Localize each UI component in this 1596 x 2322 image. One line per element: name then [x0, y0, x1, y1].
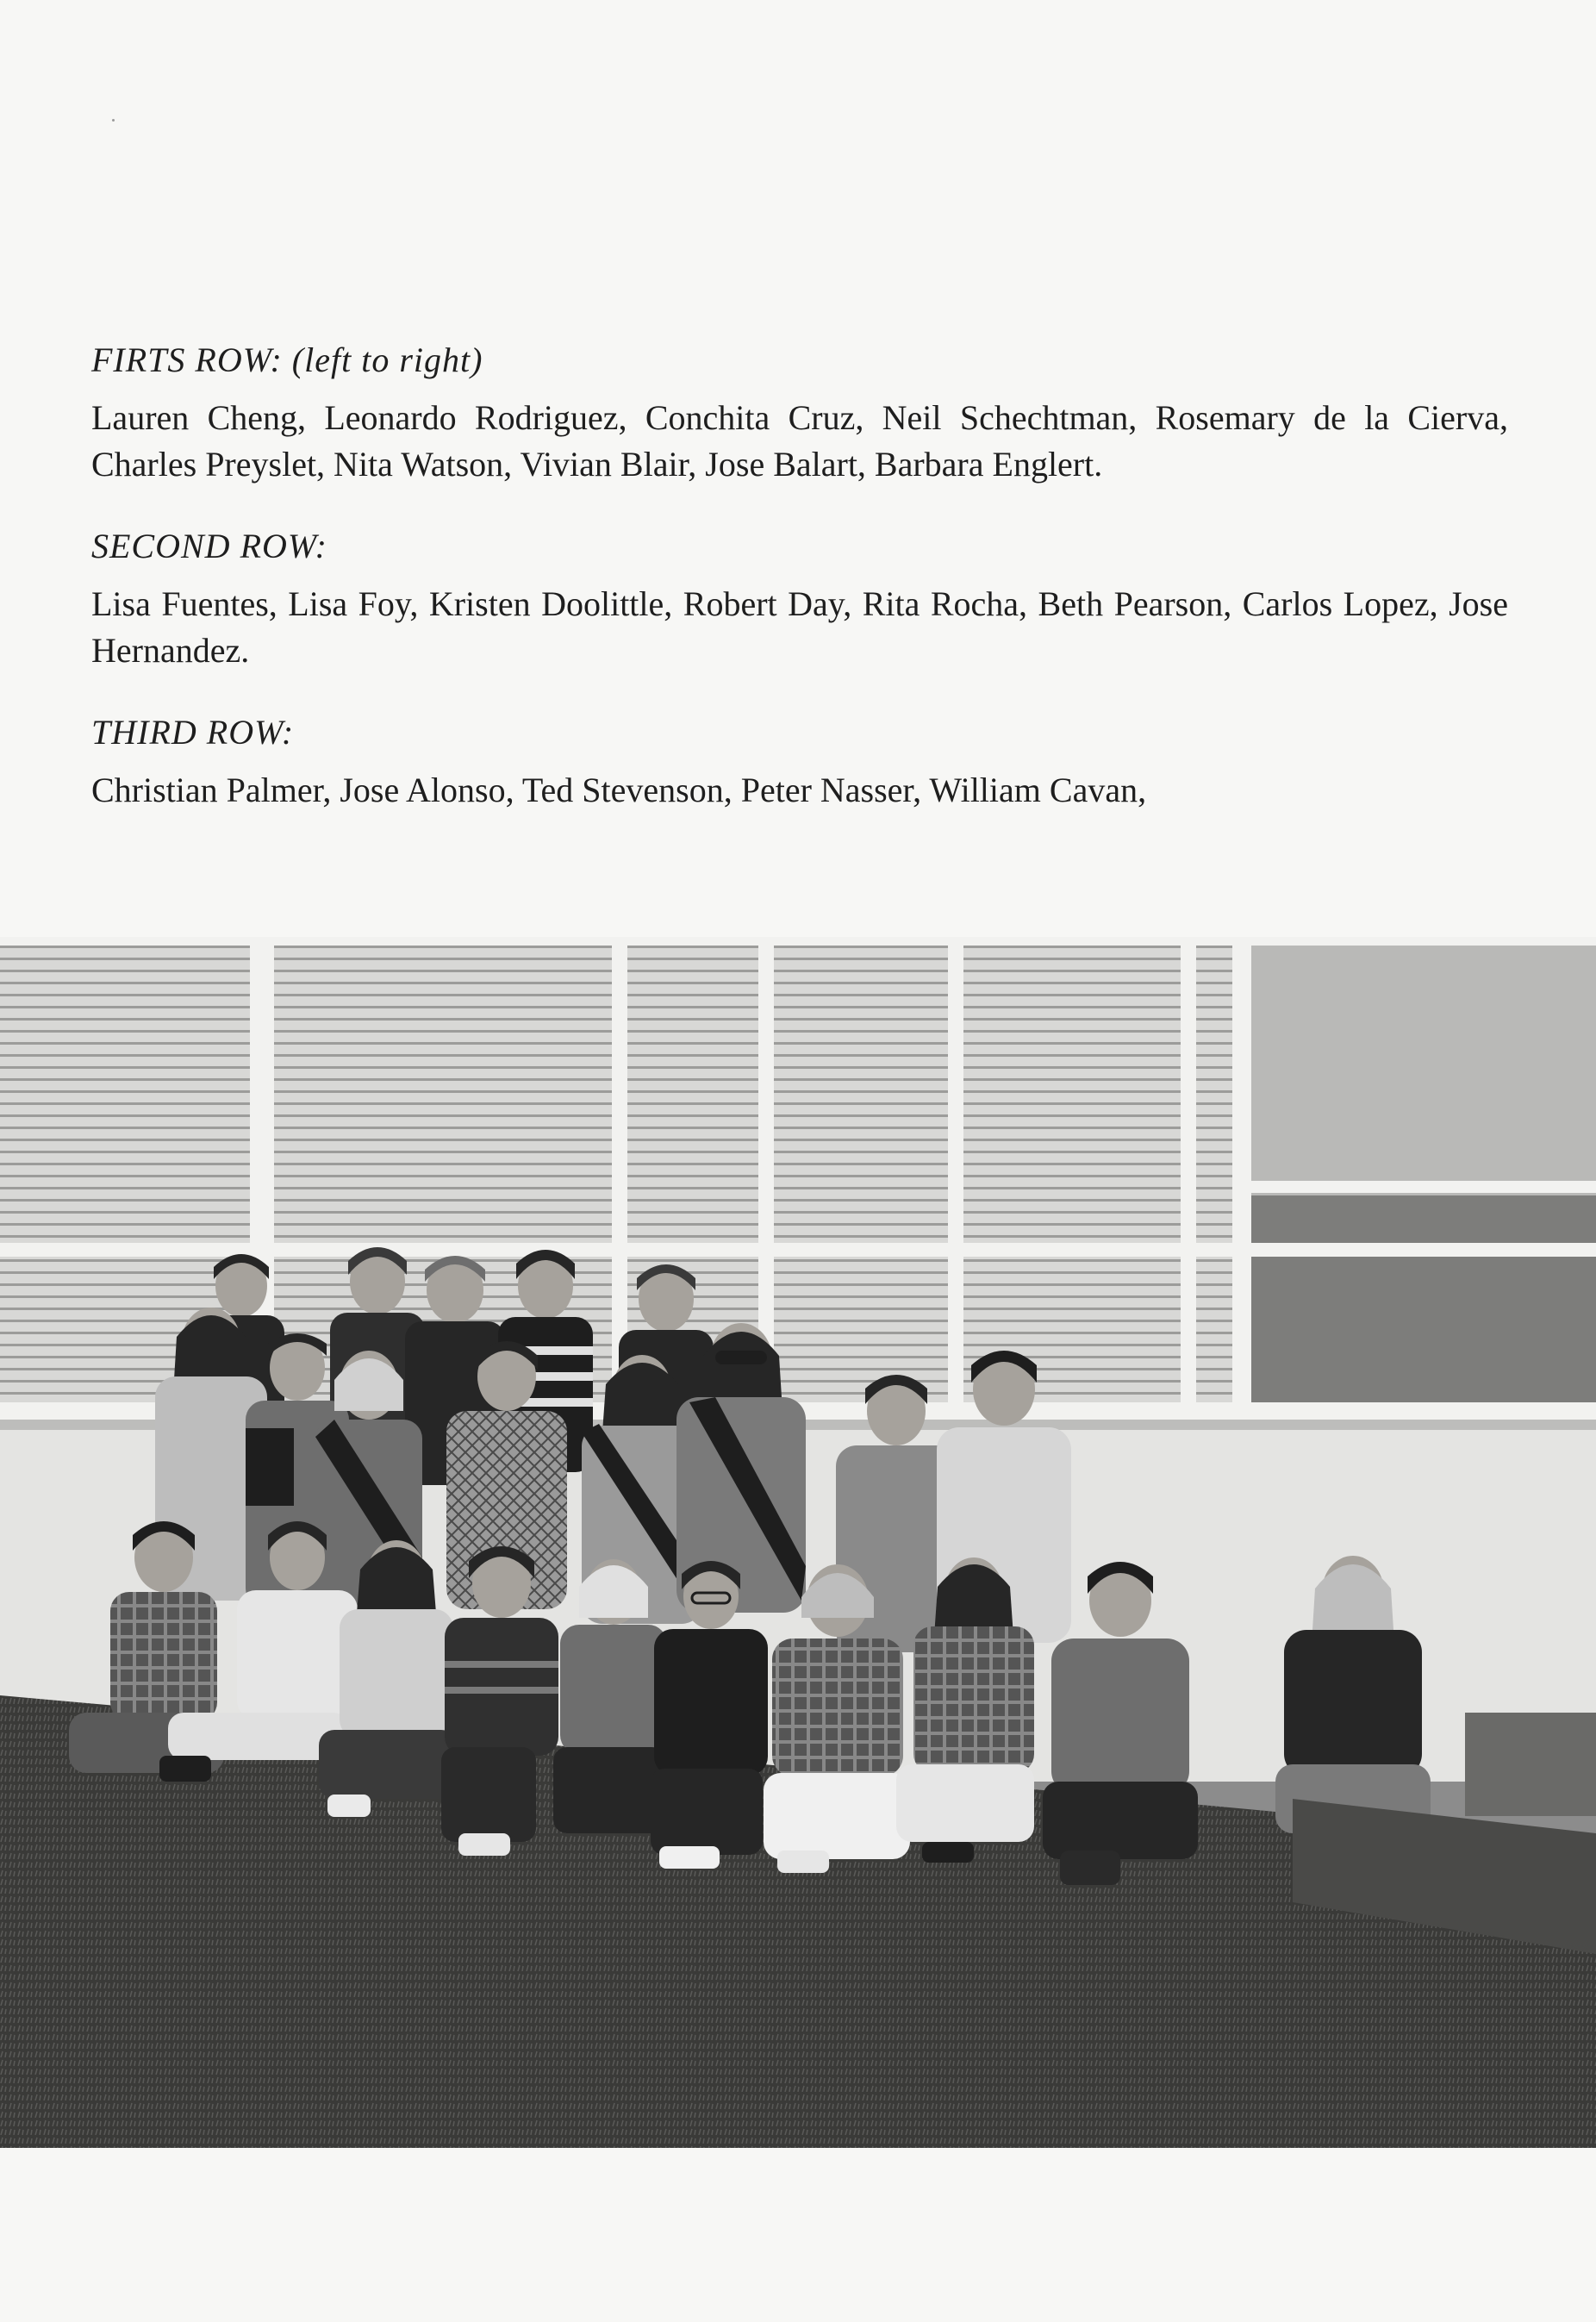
- class-group-photo: [0, 937, 1596, 2148]
- second-row-names: Lisa Fuentes, Lisa Foy, Kristen Doolittle, Robert Day, Rita Rocha, Beth Pearson, Carlos Lopez, Jose Hernandez.: [91, 584, 1508, 670]
- class-group-photo-illustration: [0, 937, 1596, 2148]
- stray-ink-dot: [112, 119, 115, 122]
- class-photo-caption: [91, 338, 1508, 850]
- first-row-heading: FIRTS ROW: (left to right): [91, 340, 483, 379]
- third-row-heading: THIRD ROW:: [91, 713, 295, 752]
- reflected-figures: [1241, 1195, 1596, 1420]
- first-row-names: Lauren Cheng, Leonardo Rodriguez, Conchita Cruz, Neil Schechtman, Rosemary de la Cierva, Charles Preyslet, Nita Watson, Vivian Blair, Jose Balart, Barbara Englert.: [91, 398, 1508, 484]
- third-row-names: Christian Palmer, Jose Alonso, Ted Stevenson, Peter Nasser, William Cavan,: [91, 771, 1147, 809]
- second-row-heading: SECOND ROW:: [91, 527, 327, 565]
